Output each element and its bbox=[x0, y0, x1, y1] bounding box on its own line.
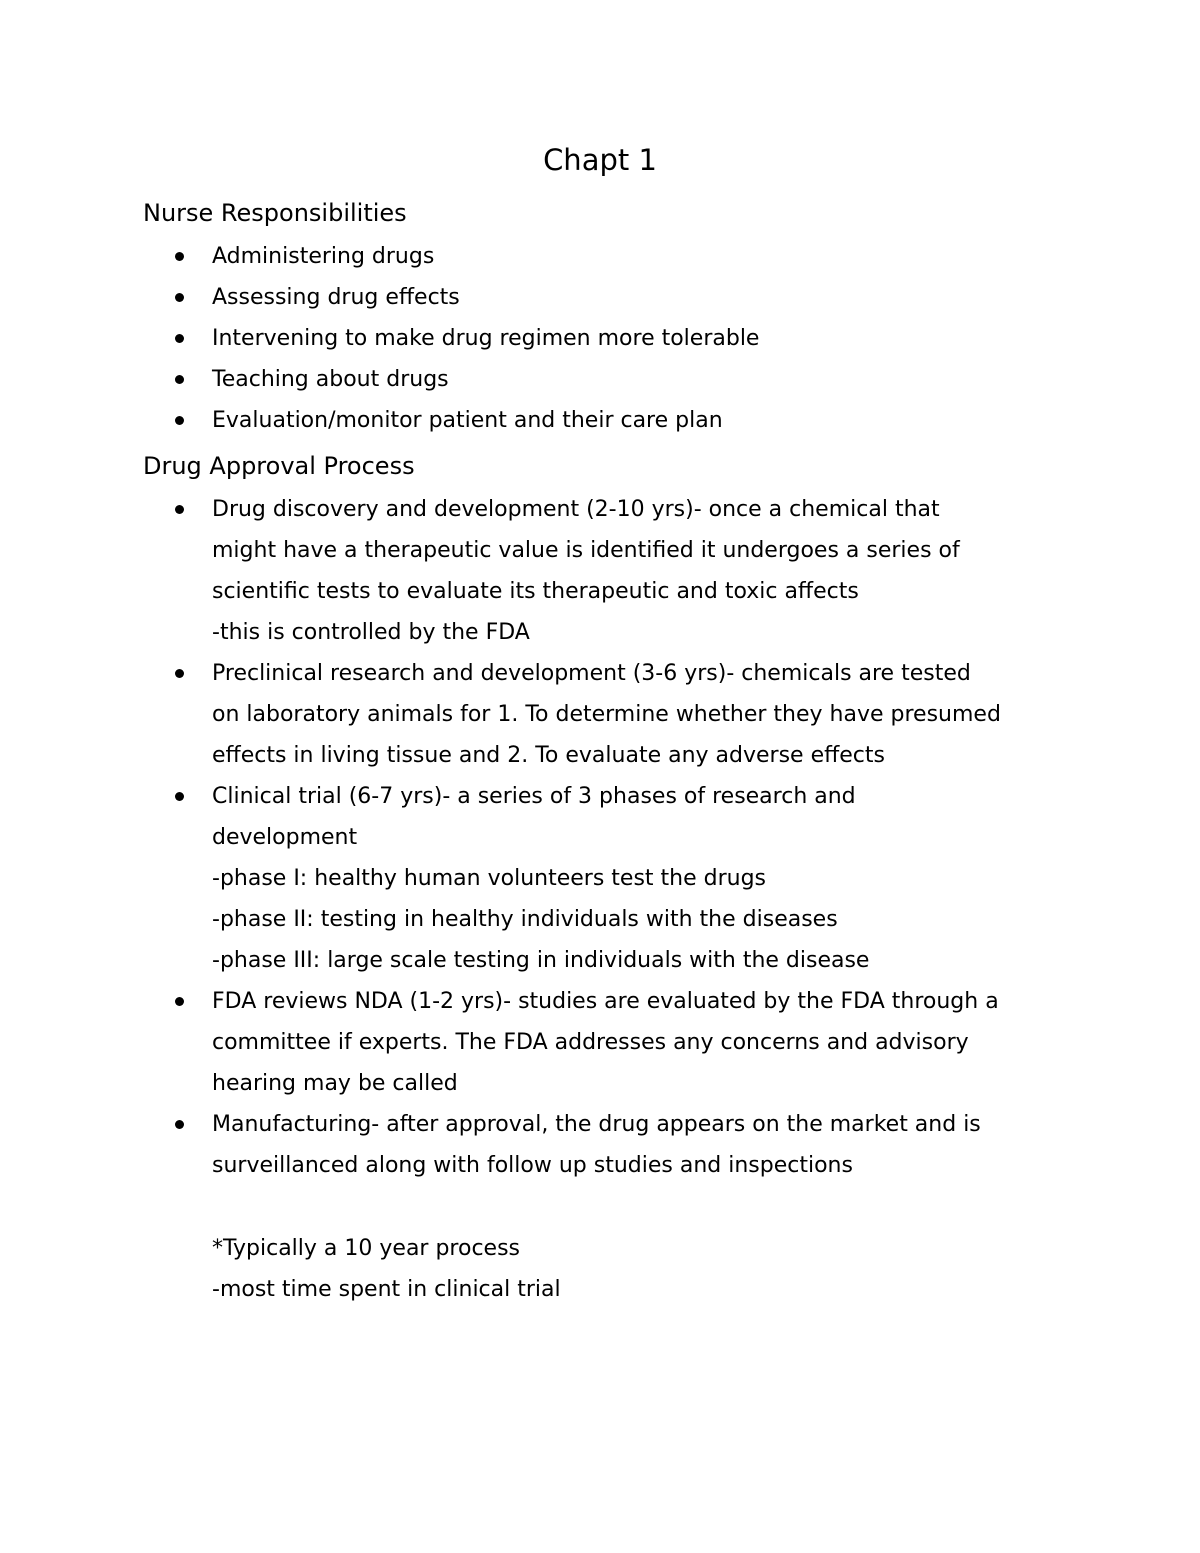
list-item-text: Teaching about drugs bbox=[212, 367, 449, 392]
bullet-icon bbox=[175, 505, 184, 514]
list-item-line: -phase III: large scale testing in individuals with the disease bbox=[212, 948, 870, 973]
summary-notes bbox=[212, 1228, 561, 1310]
bullet-icon bbox=[175, 375, 184, 384]
list-item-line: surveillanced along with follow up studies and inspections bbox=[212, 1153, 853, 1178]
section-heading-nurse-responsibilities: Nurse Responsibilities bbox=[143, 199, 407, 227]
nurse-responsibilities-list bbox=[0, 236, 1200, 441]
list-item-line: -this is controlled by the FDA bbox=[212, 620, 530, 645]
list-item bbox=[0, 359, 1072, 400]
list-item-line: -phase II: testing in healthy individuals with the diseases bbox=[212, 907, 838, 932]
drug-approval-process-list bbox=[0, 489, 1200, 1186]
bullet-icon bbox=[175, 293, 184, 302]
document-title: Chapt 1 bbox=[543, 143, 657, 177]
list-item-line: committee if experts. The FDA addresses any concerns and advisory bbox=[212, 1030, 969, 1055]
list-item-line: Clinical trial (6-7 yrs)- a series of 3 phases of research and bbox=[212, 784, 856, 809]
list-item-line: development bbox=[212, 825, 358, 850]
bullet-icon bbox=[175, 669, 184, 678]
list-item-line: FDA reviews NDA (1-2 yrs)- studies are evaluated by the FDA through a bbox=[212, 989, 999, 1014]
list-item bbox=[0, 236, 1072, 277]
list-item-text: Administering drugs bbox=[212, 244, 435, 269]
list-item-clinical-trial bbox=[0, 776, 1072, 981]
bullet-icon bbox=[175, 252, 184, 261]
section-heading-drug-approval-process: Drug Approval Process bbox=[143, 452, 415, 480]
list-item-drug-discovery bbox=[0, 489, 1072, 653]
list-item bbox=[0, 318, 1072, 359]
bullet-icon bbox=[175, 997, 184, 1006]
list-item-line: Preclinical research and development (3-6 yrs)- chemicals are tested bbox=[212, 661, 971, 686]
list-item-line: Manufacturing- after approval, the drug appears on the market and is bbox=[212, 1112, 981, 1137]
note-line: *Typically a 10 year process bbox=[212, 1236, 520, 1261]
list-item-line: scientific tests to evaluate its therapeutic and toxic affects bbox=[212, 579, 859, 604]
list-item-line: might have a therapeutic value is identified it undergoes a series of bbox=[212, 538, 960, 563]
bullet-icon bbox=[175, 334, 184, 343]
list-item bbox=[0, 277, 1072, 318]
list-item-text: Evaluation/monitor patient and their care plan bbox=[212, 408, 723, 433]
bullet-icon bbox=[175, 792, 184, 801]
list-item-line: hearing may be called bbox=[212, 1071, 458, 1096]
list-item-line: on laboratory animals for 1. To determine whether they have presumed bbox=[212, 702, 1001, 727]
bullet-icon bbox=[175, 416, 184, 425]
list-item bbox=[0, 400, 1072, 441]
list-item-text: Assessing drug effects bbox=[212, 285, 460, 310]
list-item-line: effects in living tissue and 2. To evaluate any adverse effects bbox=[212, 743, 885, 768]
list-item-preclinical-research bbox=[0, 653, 1072, 776]
list-item-manufacturing bbox=[0, 1104, 1072, 1186]
bullet-icon bbox=[175, 1120, 184, 1129]
note-line: -most time spent in clinical trial bbox=[212, 1277, 561, 1302]
list-item-text: Intervening to make drug regimen more tolerable bbox=[212, 326, 760, 351]
list-item-line: Drug discovery and development (2-10 yrs)- once a chemical that bbox=[212, 497, 940, 522]
list-item-fda-reviews bbox=[0, 981, 1072, 1104]
list-item-line: -phase I: healthy human volunteers test the drugs bbox=[212, 866, 766, 891]
